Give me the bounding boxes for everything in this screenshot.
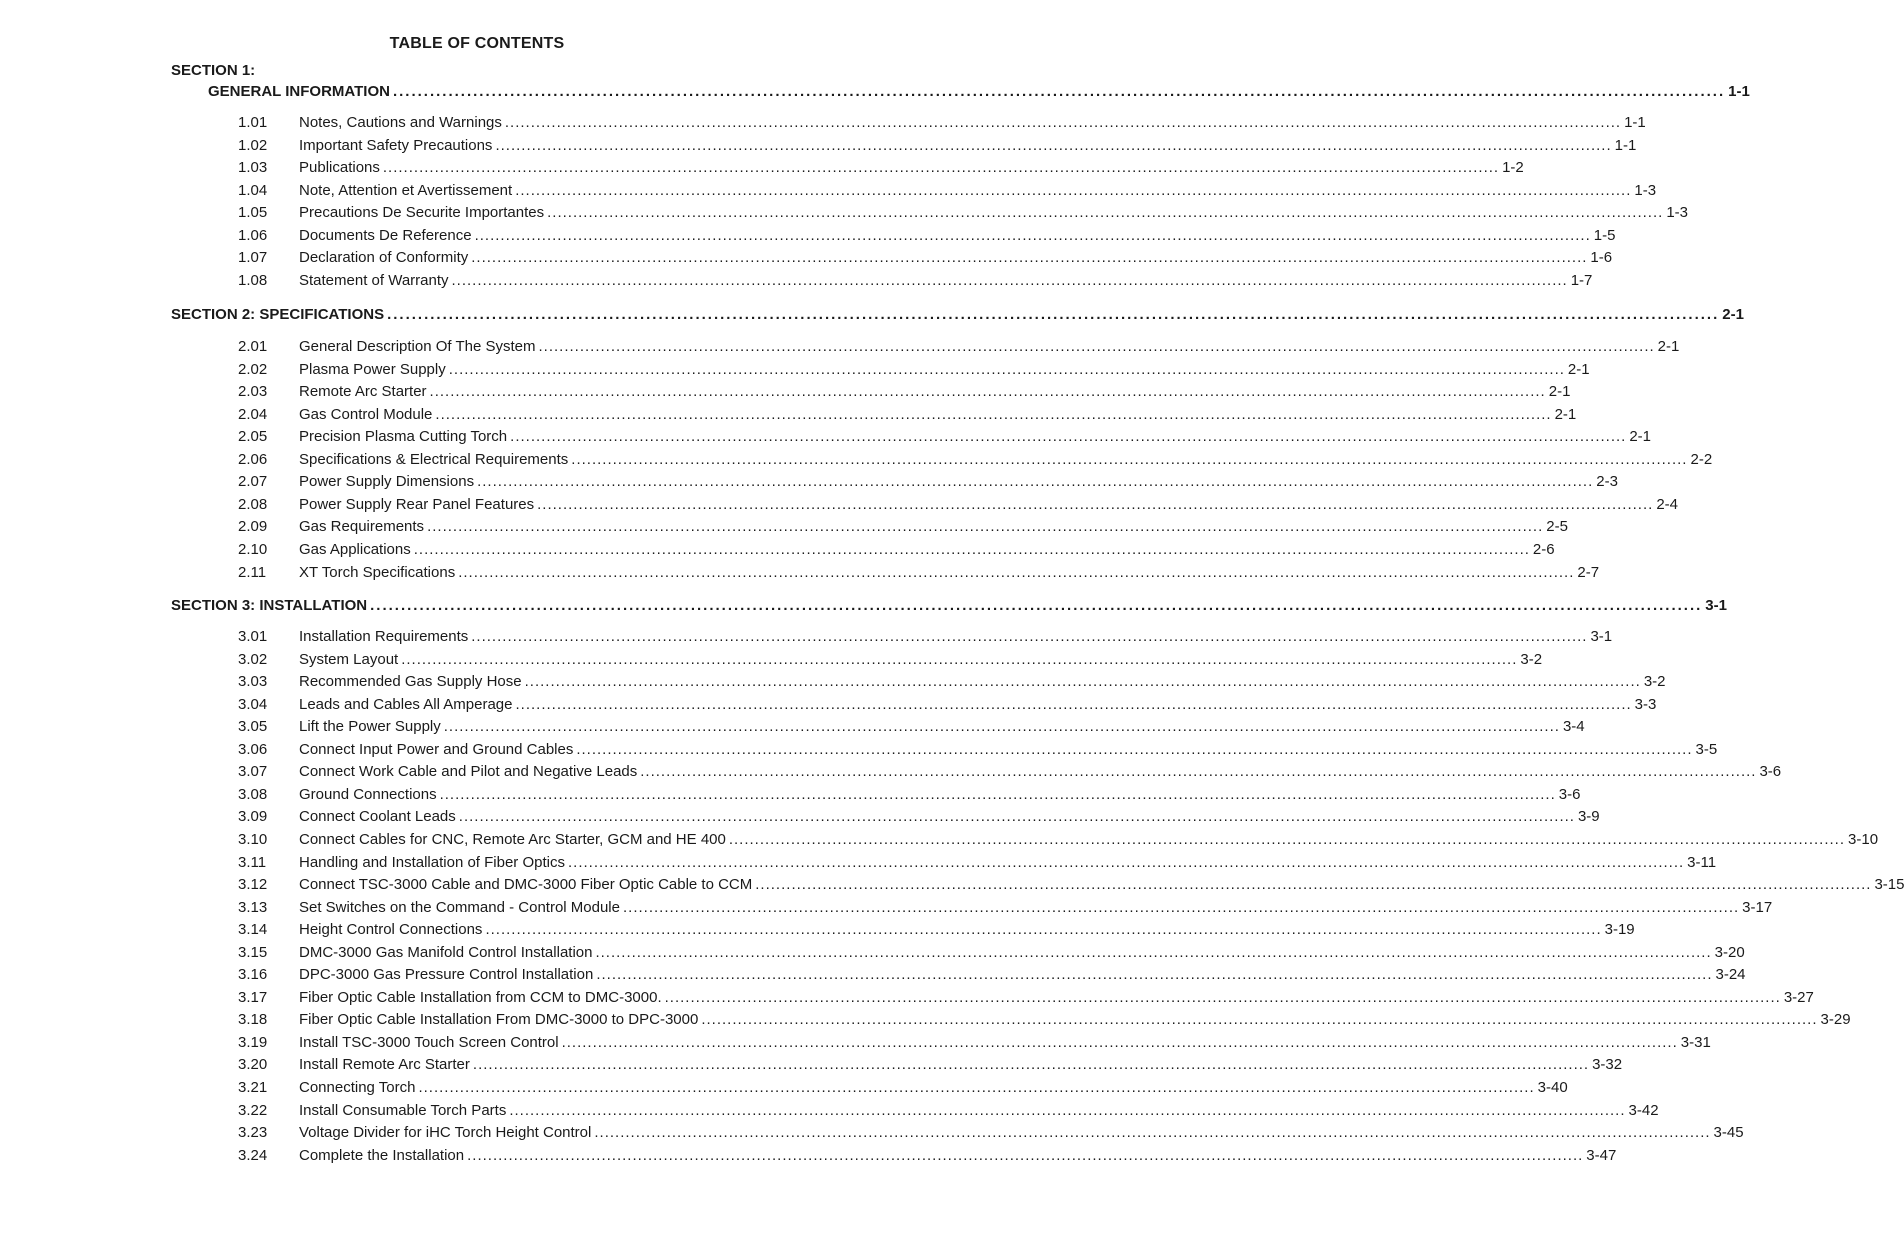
toc-item[interactable] — [299, 718, 1585, 736]
toc-item-label: Connect Cables for CNC, Remote Arc Starter, GCM and HE 400 — [299, 830, 726, 848]
toc-item-label: Complete the Installation — [299, 1146, 465, 1164]
toc-item[interactable] — [299, 876, 1904, 894]
toc-item-page-number: 3-6 — [1759, 763, 1782, 781]
toc-item-number: 3.19 — [238, 1033, 268, 1051]
toc-item[interactable] — [299, 136, 1637, 154]
dot-leader: ........................................................................................................................................................................................................................ — [418, 1079, 1535, 1096]
dot-leader: ........................................................................................................................................................................................................................ — [370, 597, 1703, 614]
toc-item-label: DMC-3000 Gas Manifold Control Installation — [299, 943, 593, 961]
toc-item-page-number: 3-29 — [1820, 1011, 1851, 1029]
toc-item-label: Install Remote Arc Starter — [299, 1056, 470, 1074]
toc-item-label: Notes, Cautions and Warnings — [299, 114, 502, 131]
toc-item-number: 3.12 — [238, 876, 268, 894]
toc-item[interactable] — [299, 226, 1616, 244]
toc-item-page-number: 3-24 — [1715, 966, 1746, 984]
toc-item-number: 1.06 — [238, 226, 268, 244]
dot-leader: ........................................................................................................................................................................................................................ — [435, 405, 1552, 423]
toc-item-page-number: 2-4 — [1656, 495, 1678, 513]
toc-item[interactable] — [299, 383, 1571, 401]
toc-item-number: 3.21 — [238, 1079, 268, 1096]
toc-item-number: 2.07 — [238, 473, 268, 491]
dot-leader: ........................................................................................................................................................................................................................ — [427, 518, 1544, 536]
toc-item-page-number: 3-20 — [1714, 943, 1745, 961]
toc-item-number: 3.03 — [238, 673, 268, 691]
toc-item-label: Documents De Reference — [299, 226, 472, 244]
toc-item[interactable] — [299, 695, 1657, 713]
dot-leader: ........................................................................................................................................................................................................................ — [596, 966, 1713, 984]
toc-item-label: Fiber Optic Cable Installation from CCM to DMC-3000. — [299, 988, 662, 1006]
toc-item-number: 3.02 — [238, 650, 268, 668]
toc-item-label: Statement of Warranty — [299, 271, 449, 289]
toc-item-page-number: 3-2 — [1643, 673, 1666, 691]
dot-leader: ........................................................................................................................................................................................................................ — [485, 921, 1602, 939]
toc-item-label: Connecting Torch — [299, 1079, 416, 1096]
toc-item-label: Height Control Connections — [299, 921, 483, 939]
toc-item-page-number: 2-7 — [1577, 563, 1600, 581]
toc-item[interactable] — [299, 181, 1657, 199]
toc-item-page-number: 3-27 — [1783, 988, 1814, 1006]
toc-item[interactable] — [299, 271, 1593, 289]
dot-leader: ........................................................................................................................................................................................................................ — [413, 540, 1530, 558]
toc-item-number: 3.24 — [238, 1146, 268, 1164]
toc-item-number: 3.05 — [238, 718, 268, 736]
toc-item[interactable] — [299, 650, 1543, 668]
toc-item-page-number: 2-1 — [1567, 360, 1590, 378]
toc-item[interactable] — [299, 763, 1782, 781]
toc-item-label: Precision Plasma Cutting Torch — [299, 428, 508, 446]
dot-leader: ........................................................................................................................................................................................................................ — [382, 159, 1500, 177]
toc-item[interactable] — [299, 1146, 1617, 1164]
toc-item-number: 2.04 — [238, 405, 268, 423]
dot-leader: ........................................................................................................................................................................................................................ — [755, 876, 1872, 894]
toc-item-label: Ground Connections — [299, 785, 437, 803]
toc-item-label: Voltage Divider for iHC Torch Height Control — [299, 1124, 592, 1142]
toc-item-label: Connect Input Power and Ground Cables — [299, 740, 574, 758]
toc-item[interactable] — [299, 249, 1613, 267]
toc-item[interactable] — [299, 1033, 1711, 1051]
toc-item[interactable] — [299, 360, 1590, 378]
toc-item-page-number: 3-11 — [1687, 853, 1717, 871]
dot-leader: ........................................................................................................................................................................................................................ — [477, 473, 1594, 491]
toc-item-page-number: 3-47 — [1586, 1146, 1617, 1164]
toc-item-number: 3.14 — [238, 921, 268, 939]
toc-item-page-number: 2-1 — [1629, 428, 1652, 446]
dot-leader: ........................................................................................................................................................................................................................ — [524, 673, 1641, 691]
toc-item-label: Remote Arc Starter — [299, 383, 427, 401]
toc-item-number: 3.04 — [238, 695, 268, 713]
toc-item-number: 3.20 — [238, 1056, 268, 1074]
section-entry-label: SECTION 2: SPECIFICATIONS — [171, 306, 385, 323]
toc-item-number: 2.01 — [238, 338, 268, 355]
toc-item[interactable] — [299, 563, 1600, 581]
toc-item-number: 1.04 — [238, 181, 268, 199]
toc-item-label: Fiber Optic Cable Installation From DMC-3000 to DPC-3000 — [299, 1011, 699, 1029]
toc-item-label: Gas Applications — [299, 540, 411, 558]
toc-item[interactable] — [299, 1011, 1851, 1029]
dot-leader: ........................................................................................................................................................................................................................ — [471, 628, 1588, 645]
toc-item[interactable] — [299, 1056, 1623, 1074]
toc-item-page-number: 3-17 — [1742, 898, 1773, 916]
toc-item-page-number: 1-7 — [1570, 271, 1593, 289]
dot-leader: ........................................................................................................................................................................................................................ — [538, 338, 1655, 355]
toc-item-label: Set Switches on the Command - Control Module — [299, 898, 620, 916]
dot-leader: ........................................................................................................................................................................................................................ — [472, 1056, 1590, 1074]
toc-item-label: Specifications & Electrical Requirements — [299, 450, 569, 468]
toc-item-page-number: 3-3 — [1634, 695, 1657, 713]
toc-item[interactable] — [299, 1101, 1659, 1119]
toc-item-number: 1.01 — [238, 114, 268, 131]
toc-item-label: Connect Work Cable and Pilot and Negative Leads — [299, 763, 638, 781]
dot-leader: ........................................................................................................................................................................................................................ — [515, 181, 1632, 199]
toc-item[interactable] — [299, 1079, 1568, 1096]
toc-item-label: XT Torch Specifications — [299, 563, 456, 581]
section-entry-label: GENERAL INFORMATION — [208, 83, 390, 100]
toc-item-page-number: 3-10 — [1848, 830, 1879, 848]
toc-item-number: 3.15 — [238, 943, 268, 961]
toc-item[interactable] — [299, 628, 1613, 645]
toc-item-number: 1.02 — [238, 136, 268, 154]
toc-item-page-number: 2-6 — [1532, 540, 1555, 558]
toc-item[interactable] — [299, 898, 1773, 916]
dot-leader: ........................................................................................................................................................................................................................ — [728, 830, 1846, 848]
toc-item-label: Recommended Gas Supply Hose — [299, 673, 522, 691]
toc-item-label: Install TSC-3000 Touch Screen Control — [299, 1033, 559, 1051]
dot-leader: ........................................................................................................................................................................................................................ — [576, 740, 1693, 758]
dot-leader: ........................................................................................................................................................................................................................ — [387, 306, 1720, 323]
toc-item-number: 2.06 — [238, 450, 268, 468]
section-entry[interactable] — [171, 597, 1727, 614]
toc-item-number: 3.06 — [238, 740, 268, 758]
toc-item-page-number: 2-5 — [1546, 518, 1568, 536]
toc-item-number: 2.10 — [238, 540, 268, 558]
toc-item-label: Installation Requirements — [299, 628, 469, 645]
toc-item[interactable] — [299, 495, 1678, 513]
toc-item-label: Plasma Power Supply — [299, 360, 446, 378]
page-title: TABLE OF CONTENTS — [389, 35, 565, 52]
toc-item-number: 1.07 — [238, 249, 268, 267]
toc-item[interactable] — [299, 473, 1618, 491]
dot-leader: ........................................................................................................................................................................................................................ — [595, 943, 1712, 961]
dot-leader: ........................................................................................................................................................................................................................ — [439, 785, 1556, 803]
toc-item-label: Connect TSC-3000 Cable and DMC-3000 Fiber Optic Cable to CCM — [299, 876, 753, 894]
dot-leader: ........................................................................................................................................................................................................................ — [567, 853, 1685, 871]
dot-leader: ........................................................................................................................................................................................................................ — [429, 383, 1546, 401]
toc-item[interactable] — [299, 988, 1814, 1006]
dot-leader: ........................................................................................................................................................................................................................ — [392, 83, 1726, 100]
dot-leader: ........................................................................................................................................................................................................................ — [622, 898, 1740, 916]
dot-leader: ........................................................................................................................................................................................................................ — [547, 204, 1664, 222]
dot-leader: ........................................................................................................................................................................................................................ — [467, 1146, 1584, 1164]
toc-item[interactable] — [299, 518, 1568, 536]
dot-leader: ........................................................................................................................................................................................................................ — [504, 114, 1622, 131]
toc-item-label: System Layout — [299, 650, 399, 668]
toc-item-label: Publications — [299, 159, 380, 177]
toc-item-number: 3.17 — [238, 988, 268, 1006]
toc-item-page-number: 2-1 — [1554, 405, 1577, 423]
toc-item-page-number: 1-2 — [1502, 159, 1524, 177]
toc-item-page-number: 3-1 — [1590, 628, 1613, 645]
dot-leader: ........................................................................................................................................................................................................................ — [471, 249, 1588, 267]
dot-leader: ........................................................................................................................................................................................................................ — [537, 495, 1654, 513]
dot-leader: ........................................................................................................................................................................................................................ — [594, 1124, 1711, 1142]
dot-leader: ........................................................................................................................................................................................................................ — [701, 1011, 1818, 1029]
toc-item-number: 3.11 — [238, 853, 267, 871]
toc-item-page-number: 3-2 — [1520, 650, 1543, 668]
toc-item[interactable] — [299, 405, 1577, 423]
toc-item-page-number: 1-1 — [1614, 136, 1637, 154]
section-entry-page-number: 2-1 — [1722, 306, 1744, 323]
toc-item-number: 3.09 — [238, 808, 268, 826]
dot-leader: ........................................................................................................................................................................................................................ — [509, 1101, 1626, 1119]
toc-item-number: 2.03 — [238, 383, 268, 401]
toc-item[interactable] — [299, 204, 1688, 222]
toc-item-page-number: 2-1 — [1548, 383, 1571, 401]
toc-item-number: 3.23 — [238, 1124, 268, 1142]
toc-item[interactable] — [299, 943, 1745, 961]
section-entry-page-number: 3-1 — [1705, 597, 1727, 614]
toc-item[interactable] — [299, 740, 1718, 758]
toc-item[interactable] — [299, 159, 1524, 177]
toc-item-page-number: 3-42 — [1628, 1101, 1659, 1119]
toc-item-label: Leads and Cables All Amperage — [299, 695, 513, 713]
toc-item-page-number: 3-6 — [1558, 785, 1581, 803]
toc-item[interactable] — [299, 921, 1635, 939]
toc-item-page-number: 3-40 — [1537, 1079, 1568, 1096]
toc-item-page-number: 3-15 — [1874, 876, 1904, 894]
dot-leader: ........................................................................................................................................................................................................................ — [515, 695, 1632, 713]
dot-leader: ........................................................................................................................................................................................................................ — [451, 271, 1568, 289]
dot-leader: ........................................................................................................................................................................................................................ — [664, 988, 1781, 1006]
section-entry-page-number: 1-1 — [1728, 83, 1750, 100]
toc-item-page-number: 3-45 — [1713, 1124, 1744, 1142]
toc-item[interactable] — [299, 540, 1555, 558]
dot-leader: ........................................................................................................................................................................................................................ — [561, 1033, 1678, 1051]
toc-item[interactable] — [299, 808, 1600, 826]
toc-item-page-number: 2-3 — [1596, 473, 1618, 491]
toc-item-number: 2.08 — [238, 495, 268, 513]
toc-item-number: 3.13 — [238, 898, 268, 916]
dot-leader: ........................................................................................................................................................................................................................ — [495, 136, 1612, 154]
toc-item-number: 1.05 — [238, 204, 268, 222]
toc-item[interactable] — [299, 853, 1717, 871]
toc-item[interactable] — [299, 338, 1680, 355]
toc-item-number: 2.05 — [238, 428, 268, 446]
toc-item-page-number: 3-32 — [1592, 1056, 1623, 1074]
dot-leader: ........................................................................................................................................................................................................................ — [458, 563, 1575, 581]
toc-item-page-number: 3-4 — [1562, 718, 1585, 736]
toc-item[interactable] — [299, 450, 1713, 468]
toc-item-number: 3.10 — [238, 830, 268, 848]
dot-leader: ........................................................................................................................................................................................................................ — [448, 360, 1565, 378]
toc-item-number: 3.07 — [238, 763, 268, 781]
toc-item-page-number: 1-3 — [1666, 204, 1688, 222]
toc-item-label: Declaration of Conformity — [299, 249, 469, 267]
section-entry-label: SECTION 3: INSTALLATION — [171, 597, 368, 614]
toc-item-number: 3.08 — [238, 785, 268, 803]
toc-item[interactable] — [299, 1124, 1744, 1142]
toc-item-label: Gas Requirements — [299, 518, 425, 536]
toc-item-label: Power Supply Rear Panel Features — [299, 495, 535, 513]
toc-item-page-number: 2-1 — [1657, 338, 1680, 355]
dot-leader: ........................................................................................................................................................................................................................ — [640, 763, 1757, 781]
toc-item[interactable] — [299, 966, 1746, 984]
toc-item-label: Handling and Installation of Fiber Optics — [299, 853, 565, 871]
toc-item-page-number: 1-6 — [1590, 249, 1613, 267]
toc-item[interactable] — [299, 114, 1646, 131]
toc-item[interactable] — [299, 785, 1581, 803]
toc-item-label: Important Safety Precautions — [299, 136, 493, 154]
toc-item-label: Power Supply Dimensions — [299, 473, 475, 491]
toc-item-number: 1.03 — [238, 159, 268, 177]
toc-item-number: 2.09 — [238, 518, 268, 536]
toc-item-number: 2.02 — [238, 360, 268, 378]
dot-leader: ........................................................................................................................................................................................................................ — [571, 450, 1688, 468]
toc-item[interactable] — [299, 428, 1652, 446]
toc-item-label: Note, Attention et Avertissement — [299, 181, 513, 199]
toc-item-label: DPC-3000 Gas Pressure Control Installation — [299, 966, 594, 984]
toc-item-label: Lift the Power Supply — [299, 718, 441, 736]
toc-item-label: Gas Control Module — [299, 405, 433, 423]
toc-item[interactable] — [299, 830, 1879, 848]
toc-item-label: Install Consumable Torch Parts — [299, 1101, 507, 1119]
toc-item-page-number: 3-5 — [1695, 740, 1718, 758]
toc-item-number: 3.01 — [238, 628, 268, 645]
toc-item-number: 3.18 — [238, 1011, 268, 1029]
toc-item-label: Precautions De Securite Importantes — [299, 204, 545, 222]
toc-item-number: 1.08 — [238, 271, 268, 289]
toc-item-page-number: 3-9 — [1577, 808, 1600, 826]
section-heading: SECTION 1: — [171, 62, 256, 79]
section-entry[interactable] — [208, 83, 1750, 100]
toc-item-label: Connect Coolant Leads — [299, 808, 456, 826]
dot-leader: ........................................................................................................................................................................................................................ — [458, 808, 1575, 826]
dot-leader: ........................................................................................................................................................................................................................ — [443, 718, 1560, 736]
section-entry[interactable] — [171, 306, 1744, 323]
toc-item-page-number: 3-19 — [1604, 921, 1635, 939]
dot-leader: ........................................................................................................................................................................................................................ — [510, 428, 1627, 446]
toc-item-number: 2.11 — [238, 563, 267, 581]
toc-item-page-number: 1-1 — [1624, 114, 1646, 131]
toc-item[interactable] — [299, 673, 1666, 691]
dot-leader: ........................................................................................................................................................................................................................ — [401, 650, 1518, 668]
toc-item-number: 3.16 — [238, 966, 268, 984]
toc-item-page-number: 1-3 — [1634, 181, 1657, 199]
toc-item-label: General Description Of The System — [299, 338, 536, 355]
toc-item-page-number: 2-2 — [1690, 450, 1713, 468]
toc-item-number: 3.22 — [238, 1101, 268, 1119]
toc-item-page-number: 3-31 — [1680, 1033, 1711, 1051]
toc-item-page-number: 1-5 — [1593, 226, 1616, 244]
dot-leader: ........................................................................................................................................................................................................................ — [474, 226, 1591, 244]
